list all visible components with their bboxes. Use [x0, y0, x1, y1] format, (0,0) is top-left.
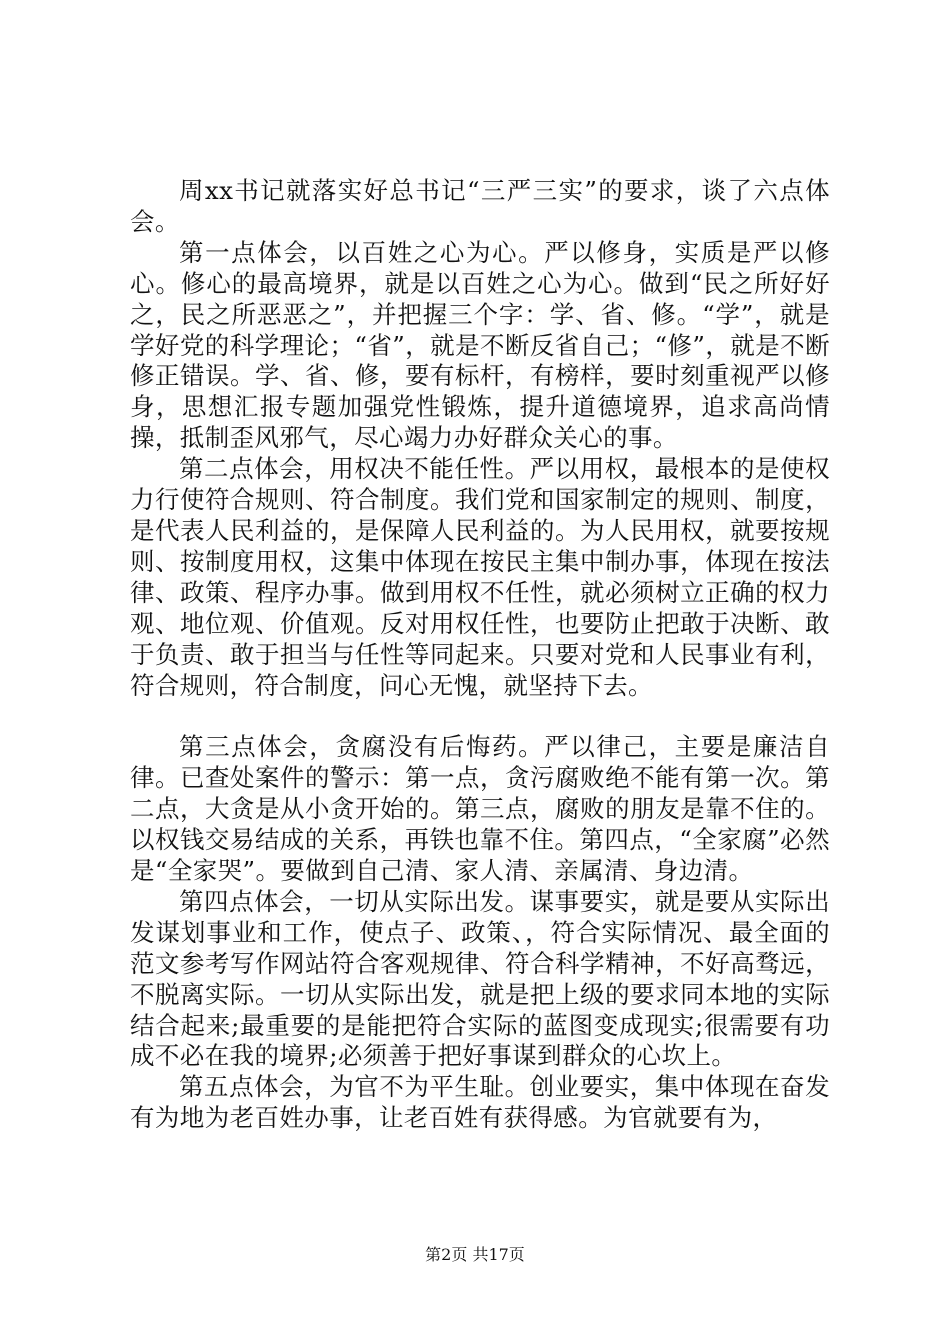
paragraph-point-one: 第一点体会，以百姓之心为心。严以修身，实质是严以修心。修心的最高境界，就是以百姓之心为心。做到“民之所好好之，民之所恶恶之”，并把握三个字：学、省、修。“学”，就是学好党的科学理论；“省”，就是不断反省自己；“修”，就是不断修正错误。学、省、修，要有标杆，有榜样，要时刻重视严以修身，思想汇报专题加强党性锻炼，提升道德境界，追求高尚情操，抵制歪风邪气，尽心竭力办好群众关心的事。	[130, 237, 830, 453]
paragraph-point-four: 第四点体会，一切从实际出发。谋事要实，就是要从实际出发谋划事业和工作，使点子、政策、，符合实际情况、最全面的范文参考写作网站符合客观规律、符合科学精神，不好高骛远，不脱离实际。一切从实际出发，就是把上级的要求同本地的实际结合起来;最重要的是能把符合实际的蓝图变成现实;很需要有功成不必在我的境界;必须善于把好事谋到群众的心坎上。	[130, 886, 830, 1071]
paragraph-intro: 周xx书记就落实好总书记“三严三实”的要求，谈了六点体会。	[130, 176, 830, 236]
paragraph-point-three: 第三点体会，贪腐没有后悔药。严以律己，主要是廉洁自律。已查处案件的警示：第一点，贪污腐败绝不能有第一次。第二点，大贪是从小贪开始的。第三点，腐败的朋友是靠不住的。以权钱交易结成的关系，再铁也靠不住。第四点，“全家腐”必然是“全家哭”。要做到自己清、家人清、亲属清、身边清。	[130, 732, 830, 886]
page-number: 第2页 共17页	[425, 1245, 525, 1264]
paragraph-point-five: 第五点体会，为官不为平生耻。创业要实，集中体现在奋发有为地为老百姓办事，让老百姓有获得感。为官就要有为，	[130, 1072, 830, 1133]
document-body	[130, 176, 830, 1134]
paragraph-point-two: 第二点体会，用权决不能任性。严以用权，最根本的是使权力行使符合规则、符合制度。我们党和国家制定的规则、制度，是代表人民利益的，是保障人民利益的。为人民用权，就要按规则、按制度用权，这集中体现在按民主集中制办事，体现在按法律、政策、程序办事。做到用权不任性，就必须树立正确的权力观、地位观、价值观。反对用权任性，也要防止把敢于决断、敢于负责、敢于担当与任性等同起来。只要对党和人民事业有利，符合规则，符合制度，问心无愧，就坚持下去。	[130, 454, 830, 700]
page-footer	[0, 1245, 950, 1265]
